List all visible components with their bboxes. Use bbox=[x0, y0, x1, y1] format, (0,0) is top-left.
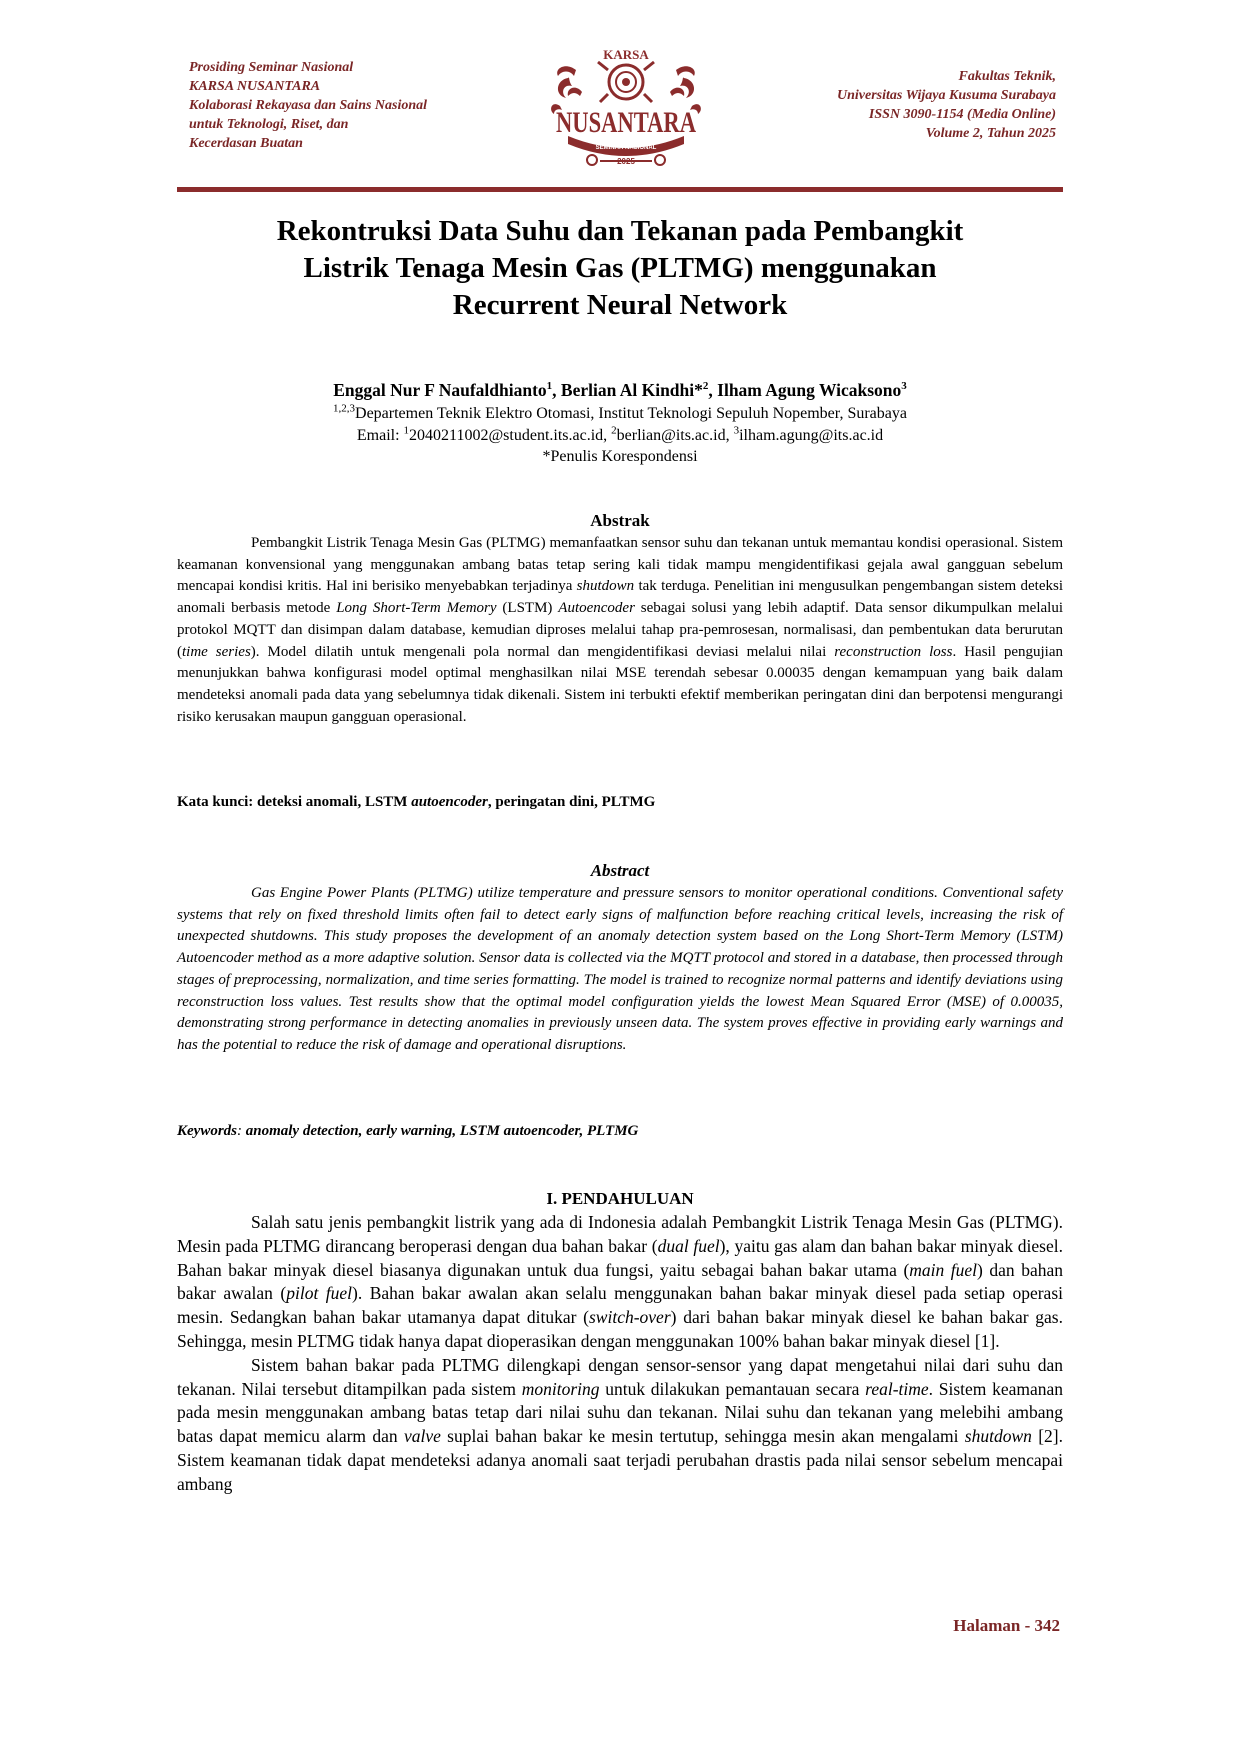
abstrak-paragraph: Pembangkit Listrik Tenaga Mesin Gas (PLTMG) memanfaatkan sensor suhu dan tekanan untuk memantau kondisi operasional. Sistem keamanan konvensional yang menggunakan ambang batas tetap sering kali tidak mampu mengidentifikasi gejala awal gangguan sebelum mencapai kondisi kritis. Hal ini berisiko menyebabkan terjadinya shutdown tak terduga. Penelitian ini mengusulkan pengembangan sistem deteksi anomali berbasis metode Long Short-Term Memory (LSTM) Autoencoder sebagai solusi yang lebih adaptif. Data sensor dikumpulkan melalui protokol MQTT dan disimpan dalam database, kemudian diproses melalui tahap pra-pemrosesan, normalisasi, dan pembentukan data berurutan (time series). Model dilatih untuk mengenali pola normal dan mengidentifikasi deviasi melalui nilai reconstruction loss. Hasil pengujian menunjukkan bahwa konfigurasi model optimal menghasilkan nilai MSE terendah sebesar 0.00035 dengan kemampuan yang baik dalam mendeteksi anomali pada data yang sebelumnya tidak dikenali. Sistem ini terbukti efektif memberikan peringatan dini dan berpotensi mengurangi risiko kerusakan maupun gangguan operasional. bbox=[177, 535, 1063, 725]
email-line: Email: $^1$2040211002@student.its.ac.id, $^2$berlian@its.ac.id, $^3$ilham.agung@its.ac.id bbox=[356, 424, 884, 444]
body-paragraph: Salah satu jenis pembangkit listrik yang ada di Indonesia adalah Pembangkit Listrik Tenaga Mesin Gas (PLTMG). Mesin pada PLTMG dirancang beroperasi dengan dua bahan bakar (dual fuel), yaitu gas alam dan bahan bakar minyak diesel. Bahan bakar minyak diesel biasanya digunakan untuk dua fungsi, yaitu sebagai bahan bakar utama (main fuel) dan bahan bakar awalan (pilot fuel). Bahan bakar awalan akan selalu menggunakan bahan bakar minyak diesel pada setiap operasi mesin. Sedangkan bahan bakar utamanya dapat ditukar (switch-over) dari bahan bakar minyak diesel ke bahan bakar gas. Sehingga, mesin PLTMG tidak hanya dapat dioperasikan dengan menggunakan 100% bahan bakar minyak diesel [1]. bbox=[177, 1212, 1063, 1351]
faculty-header bbox=[736, 67, 1056, 143]
email-link[interactable]: ilham.agung@its.ac.id bbox=[739, 427, 884, 444]
header-right-line: Fakultas Teknik, bbox=[958, 69, 1056, 84]
kata-kunci: Kata kunci: deteksi anomali, LSTM autoencoder, peringatan dini, PLTMG bbox=[177, 794, 656, 810]
keywords-label: Keywords bbox=[177, 1123, 237, 1139]
italic-term: Long Short-Term Memory bbox=[336, 600, 497, 617]
abstract-heading: Abstract bbox=[590, 861, 650, 880]
header-left-line: untuk Teknologi, Riset, dan bbox=[189, 117, 349, 132]
logo-main-text: NUSANTARA bbox=[556, 106, 697, 139]
affiliation bbox=[177, 403, 1063, 424]
title-line: Rekontruksi Data Suhu dan Tekanan pada Pembangkit bbox=[276, 215, 964, 247]
logo-ribbon-text: SEMINAR NASIONAL bbox=[595, 145, 657, 151]
italic-term: shutdown bbox=[964, 1426, 1032, 1447]
email-label: Email: bbox=[356, 427, 404, 444]
italic-term: monitoring bbox=[521, 1378, 600, 1399]
italic-term: autoencoder bbox=[411, 794, 488, 810]
header-right-line: Universitas Wijaya Kusuma Surabaya bbox=[837, 88, 1056, 103]
affiliation-text: Departemen Teknik Elektro Otomasi, Institut Teknologi Sepuluh Nopember, Surabaya bbox=[355, 405, 907, 422]
italic-term: main fuel bbox=[909, 1259, 978, 1280]
abstrak-body bbox=[177, 533, 1063, 728]
italic-term: Autoencoder bbox=[558, 600, 635, 617]
title-line: Recurrent Neural Network bbox=[452, 289, 788, 321]
header-left-line: Kecerdasan Buatan bbox=[189, 136, 303, 151]
email-link[interactable]: berlian@its.ac.id bbox=[616, 427, 726, 444]
header-divider bbox=[177, 187, 1063, 192]
email-sup: 1 bbox=[403, 424, 410, 437]
proceedings-header bbox=[189, 58, 489, 153]
italic-term: valve bbox=[403, 1426, 441, 1447]
author-list: Enggal Nur F Naufaldhianto$^1$, Berlian Al Kindhi*$^2$, Ilham Agung Wicaksono$^3$ bbox=[333, 380, 907, 400]
body-paragraph: Sistem bahan bakar pada PLTMG dilengkapi dengan sensor-sensor yang dapat mengetahui nilai dari suhu dan tekanan. Nilai tersebut ditampilkan pada sistem monitoring untuk dilakukan pemantauan secara real-time. Sistem keamanan pada mesin menggunakan ambang batas tetap dari nilai suhu dan tekanan. Nilai suhu dan tekanan yang melebihi ambang batas dapat memicu alarm dan valve suplai bahan bakar ke mesin tertutup, sehingga mesin akan mengalami shutdown [2]. Sistem keamanan tidak dapat mendeteksi adanya anomali saat terjadi perubahan drastis pada nilai sensor sebelum mencapai ambang bbox=[177, 1354, 1064, 1494]
email-link[interactable]: 2040211002@student.its.ac.id bbox=[409, 427, 604, 444]
header-left-line: KARSA NUSANTARA bbox=[189, 79, 321, 94]
section-body bbox=[177, 1211, 1063, 1497]
abstract-body bbox=[177, 883, 1063, 1057]
author-name: Enggal Nur F Naufaldhianto bbox=[333, 380, 547, 400]
italic-term: pilot fuel bbox=[286, 1283, 353, 1304]
logo-year: 2025 bbox=[617, 157, 635, 166]
karsa-nusantara-logo bbox=[546, 40, 706, 170]
author-sup: 2 bbox=[702, 380, 709, 393]
header-left-line: Kolaborasi Rekayasa dan Sains Nasional bbox=[189, 98, 428, 113]
corresponding-note: *Penulis Korespondensi bbox=[542, 448, 698, 465]
italic-term: dual fuel bbox=[657, 1235, 720, 1256]
italic-term: shutdown bbox=[576, 578, 635, 595]
paper-title bbox=[177, 213, 1063, 324]
section-heading: I. PENDAHULUAN bbox=[546, 1189, 694, 1208]
author-name: Ilham Agung Wicaksono bbox=[717, 380, 902, 400]
abstrak-heading: Abstrak bbox=[590, 511, 650, 530]
kata-kunci-label: Kata kunci bbox=[177, 794, 249, 810]
header-left-line: Prosiding Seminar Nasional bbox=[189, 60, 354, 75]
abstract-paragraph: Gas Engine Power Plants (PLTMG) utilize temperature and pressure sensors to monitor operational conditions. Conventional safety systems that rely on fixed threshold limits often fail to detect early signs of malfunction before reaching critical levels, increasing the risk of unexpected shutdowns. This study proposes the development of an anomaly detection system based on the Long Short-Term Memory (LSTM) Autoencoder method as a more adaptive solution. Sensor data is collected via the MQTT protocol and stored in a database, then processed through stages of preprocessing, normalization, and time series formatting. The model is trained to recognize normal patterns and identify deviations using reconstruction loss values. Test results show that the optimal model configuration yields the lowest Mean Squared Error (MSE) of 0.00035, demonstrating strong performance in detecting anomalies in previously unseen data. The system proves effective in providing early warnings and has the potential to reduce the risk of damage and operational disruptions. bbox=[177, 885, 1063, 1053]
email-sup: 2 bbox=[611, 424, 617, 437]
italic-term: time series bbox=[182, 643, 251, 660]
logo-top-text: KARSA bbox=[603, 47, 649, 62]
author-sup: 1 bbox=[546, 380, 553, 393]
page-number: Halaman - 342 bbox=[953, 1616, 1060, 1635]
italic-term: reconstruction loss bbox=[834, 643, 953, 660]
title-line: Listrik Tenaga Mesin Gas (PLTMG) menggunakan bbox=[303, 252, 937, 284]
author-name: Berlian Al Kindhi* bbox=[560, 380, 703, 400]
keywords-values: anomaly detection, early warning, LSTM autoencoder, PLTMG bbox=[245, 1123, 639, 1139]
kata-kunci-values: deteksi anomali, LSTM autoencoder, peringatan dini, PLTMG bbox=[257, 794, 656, 810]
email-sup: 3 bbox=[733, 424, 740, 437]
italic-term: real-time bbox=[865, 1378, 929, 1399]
keywords: Keywords: anomaly detection, early warning, LSTM autoencoder, PLTMG bbox=[177, 1123, 639, 1139]
header-right-line: ISSN 3090-1154 (Media Online) bbox=[868, 107, 1056, 122]
affiliation-sup: 1,2,3 bbox=[333, 402, 356, 415]
italic-term: switch-over bbox=[588, 1307, 671, 1328]
author-sup: 3 bbox=[901, 380, 907, 393]
header-right-line: Volume 2, Tahun 2025 bbox=[925, 126, 1056, 141]
